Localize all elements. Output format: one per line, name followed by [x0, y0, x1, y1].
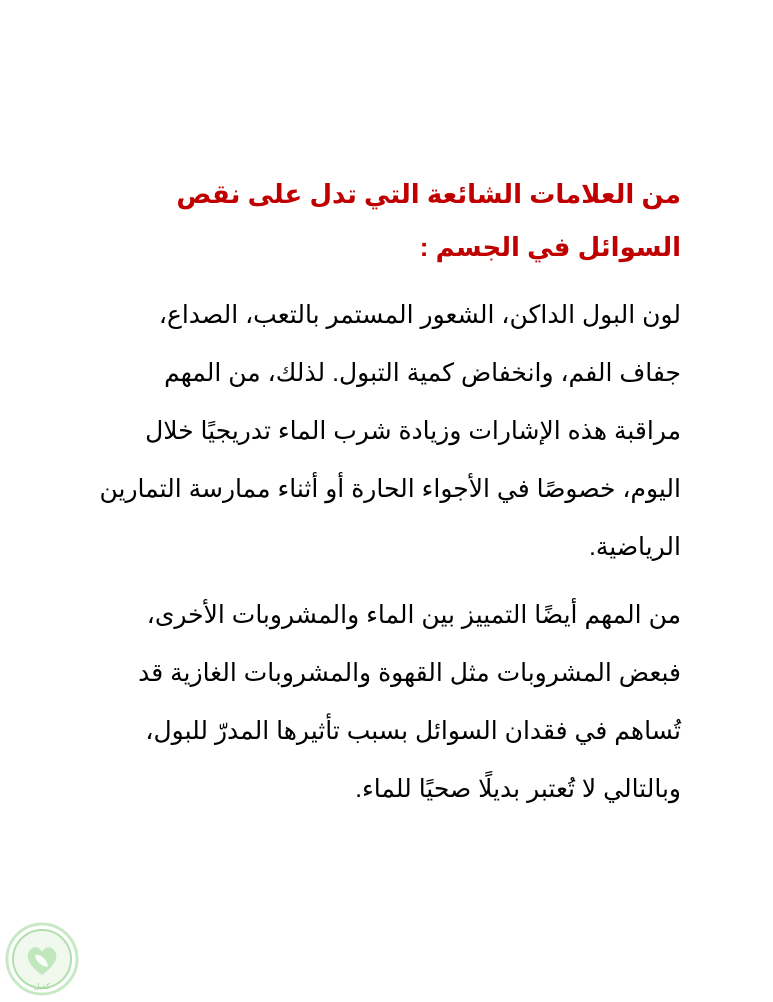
- heart-leaf-icon: [4, 921, 80, 997]
- logo-text: كفيل: [33, 982, 51, 991]
- article-paragraph-1: لون البول الداكن، الشعور المستمر بالتعب، الصداع، جفاف الفم، وانخفاض كمية التبول. لذلك، من المهم مراقبة هذه الإشارات وزيادة شرب الماء تدريجيًا خلال اليوم، خصوصًا في الأجواء الحارة أو أثناء ممارسة التمارين الرياضية.: [99, 301, 681, 561]
- site-logo: [4, 921, 80, 997]
- article-paragraph-2: من المهم أيضًا التمييز بين الماء والمشروبات الأخرى، فبعض المشروبات مثل القهوة والمشروبات الغازية قد تُساهم في فقدان السوائل بسبب تأثيرها المدرّ للبول، وبالتالي لا تُعتبر بديلًا صحيًا للماء.: [138, 601, 681, 803]
- article-heading: من العلامات الشائعة التي تدل على نقص السوائل في الجسم :: [176, 179, 681, 262]
- article-body: [96, 168, 681, 828]
